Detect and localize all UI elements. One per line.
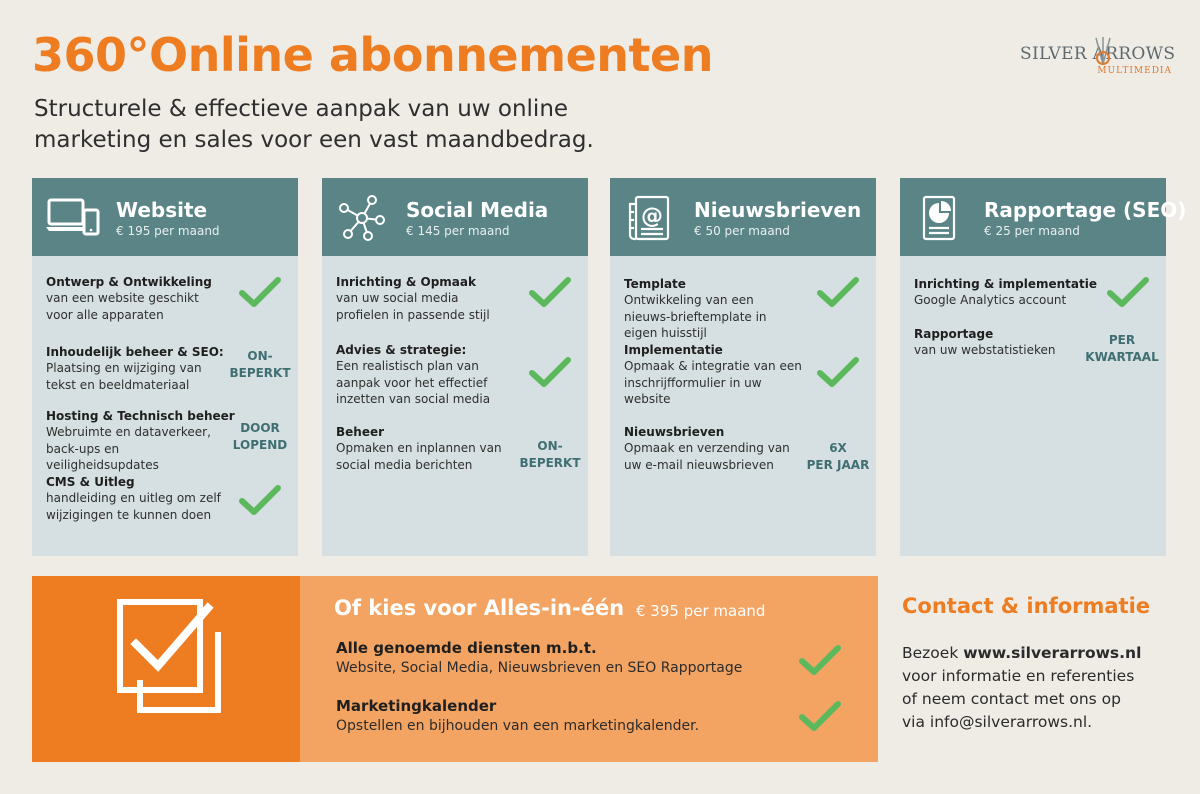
website-link[interactable]: www.silverarrows.nl [963, 644, 1142, 662]
item-description: Opmaak en verzending van uw e-mail nieuwsbrieven [624, 441, 790, 472]
check-icon [528, 276, 572, 310]
check-icon [816, 356, 860, 390]
item-heading: Rapportage [914, 327, 994, 341]
item-heading: Template [624, 277, 686, 291]
subtitle-line-2: marketing en sales voor een vast maandbedrag. [34, 127, 594, 153]
subtitle-line-1: Structurele & effectieve aanpak van uw online [34, 96, 569, 122]
check-icon [816, 276, 860, 310]
item-description: handleiding en uitleg om zelf wijzigingen te kunnen doen [46, 491, 221, 522]
devices-icon [46, 194, 100, 242]
newsletter-icon [624, 194, 678, 242]
contact-text [902, 642, 1182, 734]
contact-line-4[interactable]: via info@silverarrows.nl. [902, 713, 1093, 731]
item-description: Opmaak & integratie van een inschrijfformulier in uw website [624, 359, 802, 406]
frequency-tag: PER KWARTAAL [1085, 333, 1159, 364]
item-heading: Inhoudelijk beheer & SEO: [46, 345, 224, 359]
card-title: Social Media [406, 198, 549, 222]
item-heading: Inrichting & Opmaak [336, 275, 476, 289]
contact-line-3: of neem contact met ons op [902, 690, 1121, 708]
card-header [32, 178, 298, 256]
item-description: Website, Social Media, Nieuwsbrieven en SEO Rapportage [336, 660, 743, 676]
card-header [610, 178, 876, 256]
item-heading: Alle genoemde diensten m.b.t. [336, 639, 597, 657]
item-heading: Ontwerp & Ontwikkeling [46, 275, 212, 289]
item-description: Google Analytics account [914, 293, 1067, 307]
card-header [900, 178, 1187, 256]
item-heading: Inrichting & implementatie [914, 277, 1097, 291]
frequency-tag: DOOR LOPEND [232, 421, 288, 452]
card-header [322, 178, 588, 256]
item-description: Plaatsing en wijziging van tekst en beeldmateriaal [46, 361, 202, 392]
frequency-tag: ON- BEPERKT [229, 349, 291, 380]
checkbox-stack-icon [110, 598, 230, 722]
contact-line-1-prefix: Bezoek [902, 644, 964, 662]
card-title: Website [116, 198, 208, 222]
allin-panel [300, 576, 878, 762]
allin-item [336, 696, 796, 736]
card-price: € 25 per maand [984, 224, 1080, 238]
allin-icon-panel [32, 576, 300, 762]
item-description: Opstellen en bijhouden van een marketingkalender. [336, 718, 700, 734]
logo-text: SILVER ARROWS [1020, 44, 1176, 64]
check-icon [798, 644, 842, 678]
card-seo-report [900, 178, 1187, 556]
check-icon [528, 356, 572, 390]
contact-line-1 [902, 642, 1182, 665]
item-description: Opmaken en inplannen van social media berichten [336, 441, 502, 472]
item-heading: Marketingkalender [336, 697, 497, 715]
logo-subtext: MULTIMEDIA [1097, 66, 1172, 76]
check-icon [238, 276, 282, 310]
page-title: 360°Online abonnementen [32, 28, 713, 82]
allin-title: Of kies voor Alles-in-één [334, 596, 625, 620]
card-price: € 195 per maand [116, 224, 220, 238]
item-heading: Nieuwsbrieven [624, 425, 725, 439]
check-icon [1106, 276, 1150, 310]
frequency-tag: 6X PER JAAR [806, 441, 870, 472]
card-website [32, 178, 298, 556]
frequency-tag: ON- BEPERKT [519, 439, 581, 470]
item-description: van een website geschikt voor alle apparaten [46, 291, 199, 322]
card-newsletters [610, 178, 876, 556]
card-price: € 145 per maand [406, 224, 510, 238]
svg-text:@: @ [641, 204, 663, 229]
item-heading: Hosting & Technisch beheer [46, 409, 235, 423]
network-icon [336, 194, 390, 242]
contact-line-2: voor informatie en referenties [902, 667, 1135, 685]
arrows-emblem-icon [1092, 36, 1114, 66]
item-description: van uw social media profielen in passende stijl [336, 291, 490, 322]
item-heading: Advies & strategie: [336, 343, 467, 357]
allin-item [336, 638, 796, 678]
page-subtitle [34, 94, 674, 156]
allin-price: € 395 per maand [636, 602, 766, 620]
card-title: Nieuwsbrieven [694, 198, 862, 222]
item-description: van uw webstatistieken [914, 343, 1056, 357]
item-description: Ontwikkeling van een nieuws-brieftemplate in eigen huisstijl [624, 293, 767, 340]
report-icon [914, 194, 968, 242]
check-icon [798, 700, 842, 734]
card-title: Rapportage (SEO) [984, 198, 1187, 222]
item-description: Een realistisch plan van aanpak voor het effectief inzetten van social media [336, 359, 491, 406]
card-price: € 50 per maand [694, 224, 790, 238]
brand-logo [1020, 36, 1180, 80]
card-social-media [322, 178, 588, 556]
item-heading: Beheer [336, 425, 385, 439]
item-heading: CMS & Uitleg [46, 475, 135, 489]
item-description: Webruimte en dataverkeer, back-ups en veiligheidsupdates [46, 425, 211, 472]
item-heading: Implementatie [624, 343, 723, 357]
contact-title: Contact & informatie [902, 594, 1151, 618]
check-icon [238, 484, 282, 518]
